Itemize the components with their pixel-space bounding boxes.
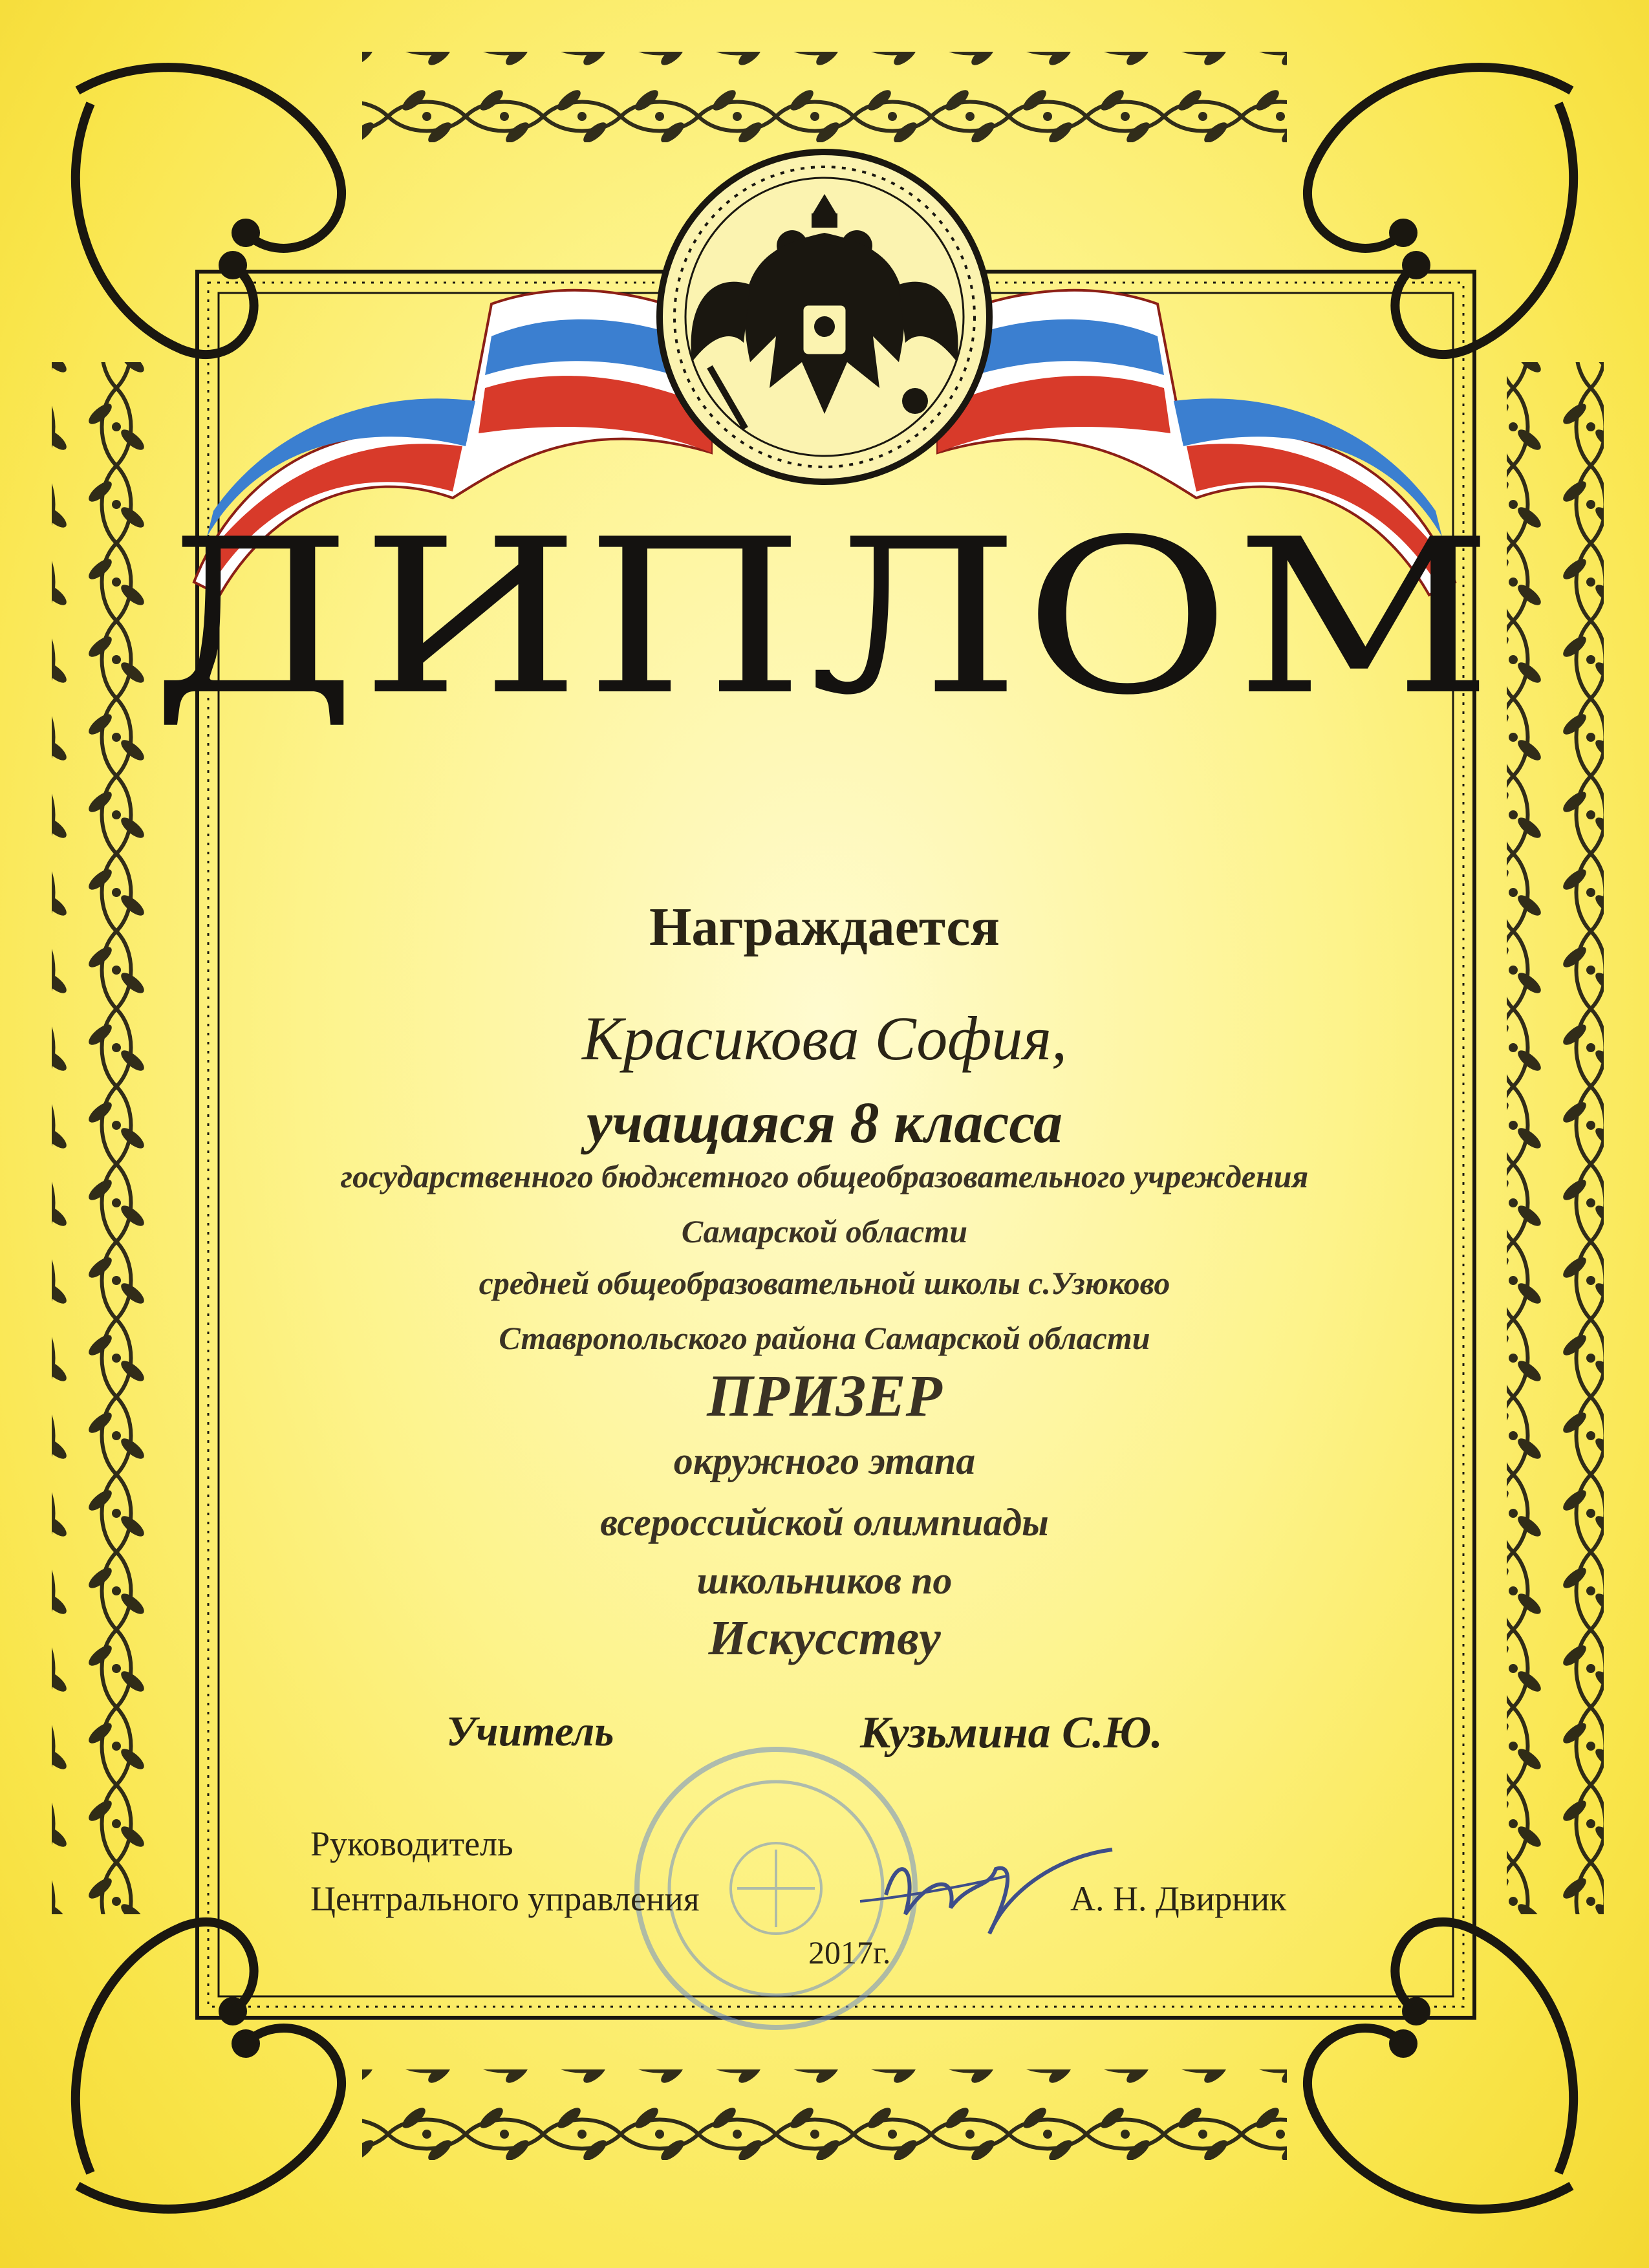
- head-label-line2: Центрального управления: [310, 1879, 700, 1918]
- institution-line: средней общеобразовательной школы с.Узюково: [479, 1265, 1170, 1301]
- teacher-name: Кузьмина С.Ю.: [860, 1708, 1163, 1758]
- event-subject: Искусству: [708, 1611, 941, 1665]
- event-line: школьников по: [696, 1559, 953, 1602]
- head-name: А. Н. Двирник: [1070, 1879, 1287, 1918]
- event-line: всероссийской олимпиады: [600, 1501, 1049, 1544]
- diploma-title: ДИПЛОМ: [151, 493, 1498, 742]
- issue-year: 2017г.: [808, 1934, 891, 1971]
- achievement-title: ПРИЗЕР: [707, 1363, 942, 1429]
- institution-line: Самарской области: [681, 1213, 968, 1249]
- teacher-label: Учитель: [446, 1708, 614, 1755]
- awarded-heading: Награждается: [649, 897, 1000, 957]
- institution-line: Ставропольского района Самарской области: [499, 1320, 1150, 1356]
- head-label-line1: Руководитель: [310, 1824, 513, 1863]
- recipient-grade: учащаяся 8 класса: [587, 1091, 1062, 1155]
- institution-line: государственного бюджетного общеобразовательного учреждения: [340, 1158, 1309, 1194]
- recipient-name: Красикова София,: [581, 1004, 1068, 1073]
- event-line: окружного этапа: [673, 1440, 976, 1482]
